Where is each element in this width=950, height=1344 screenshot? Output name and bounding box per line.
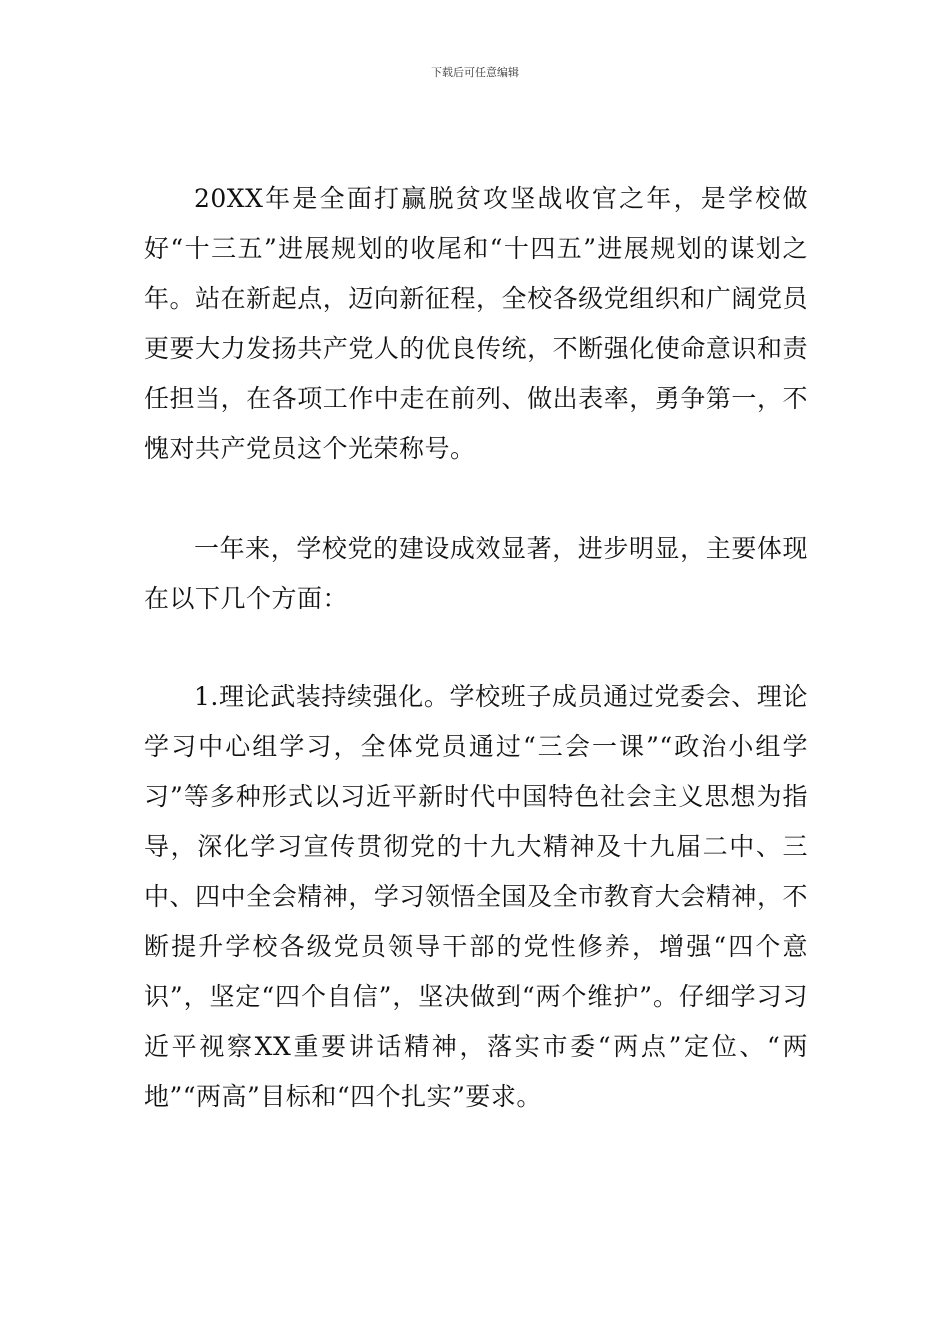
paragraph-summary: 一年来，学校党的建设成效显著，进步明显，主要体现在以下几个方面： (144, 534, 808, 613)
header-note: 下载后可任意编辑 (431, 66, 519, 79)
paragraph-intro: 20XX年是全面打赢脱贫攻坚战收官之年，是学校做好“十三五”进展规划的收尾和“十四五”进展规划的谋划之年。站在新起点，迈向新征程，全校各级党组织和广阔党员更要大力发扬共产党人的优良传统，不断强化使命意识和责任担当，在各项工作中走在前列、做出表率，勇争第一，不愧对共产党员这个光荣称号。 (144, 184, 808, 463)
paragraph-theory: 1.理论武装持续强化。学校班子成员通过党委会、理论学习中心组学习，全体党员通过“三会一课”“政治小组学习”等多种形式以习近平新时代中国特色社会主义思想为指导，深化学习宣传贯彻党的十九大精神及十九届二中、三中、四中全会精神，学习领悟全国及全市教育大会精神，不断提升学校各级党员领导干部的党性修养，增强“四个意识”，坚定“四个自信”，坚决做到“两个维护”。仔细学习习近平视察XX重要讲话精神，落实市委“两点”定位、“两地”“两高”目标和“四个扎实”要求。 (144, 682, 808, 1111)
